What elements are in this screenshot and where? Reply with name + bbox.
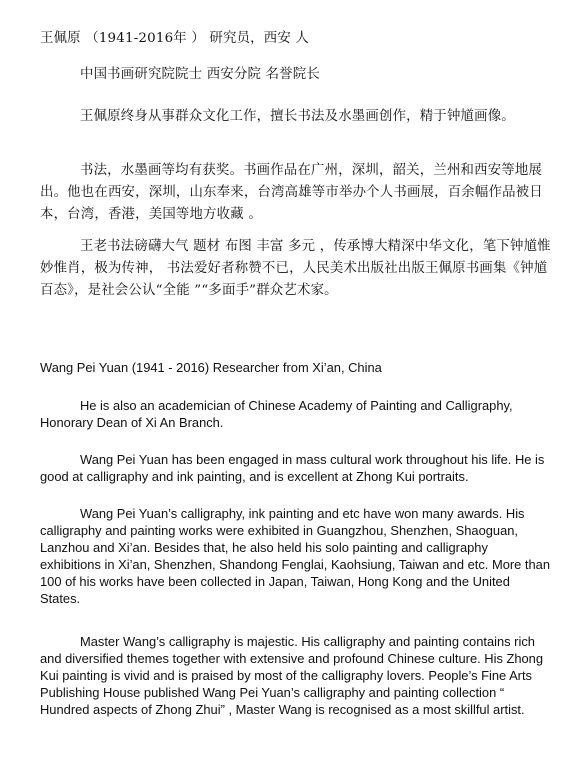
english-paragraph-4: Master Wang’s calligraphy is majestic. His calligraphy and painting contains rich and diversified themes together with extensive and profound Chinese culture. His Zhong Kui painting is vivid and is praised by most of the calligraphy lovers. People’s Fine Arts Publishing House published Wang Pei Yuan’s calligraphy and painting collection “ Hundred aspects of Zhong Zhui” , Master Wang is recognised as a most skillful artist. (40, 634, 544, 717)
chinese-paragraph-3: 王老书法磅礴大气 题材 布图 丰富 多元 ，传承博大精深中华文化，笔下钟馗惟妙惟肖，极为传神， 书法爱好者称赞不已，人民美术出版社出版王佩原书画集《钟馗百态》，是社会公认“全能 ”“多面手”群众艺术家。 (40, 239, 551, 298)
chinese-header: 王佩原 （1941-2016年 ） 研究员，西安 人 (40, 31, 309, 46)
english-header: Wang Pei Yuan (1941 - 2016) Researcher from Xi’an, China (40, 360, 382, 375)
english-paragraph-1: He is also an academician of Chinese Academy of Painting and Calligraphy, Honorary Dean of Xi An Branch. (40, 398, 513, 430)
chinese-title-line: 中国书画研究院院士 西安分院 名誉院长 (80, 67, 320, 82)
chinese-paragraph-2: 书法，水墨画等均有获奖。书画作品在广州，深圳，韶关，兰州和西安等地展出。他也在西安，深圳，山东奉来，台湾高雄等市举办个人书画展，百余幅作品被日本，台湾，香港，美国等地方收藏 。 (40, 163, 543, 222)
english-paragraph-2: Wang Pei Yuan has been engaged in mass cultural work throughout his life. He is good at calligraphy and ink painting, and is excellent at Zhong Kui portraits. (40, 452, 545, 484)
chinese-paragraph-1: 王佩原终身从事群众文化工作，擅长书法及水墨画创作，精于钟馗画像。 (80, 109, 515, 124)
english-paragraph-3: Wang Pei Yuan’s calligraphy, ink painting and etc have won many awards. His calligraphy and painting works were exhibited in Guangzhou, Shenzhen, Shaoguan, Lanzhou and Xi’an. Besides that, he also held his solo painting and calligraphy exhibitions in Xi’an, Shenzhen, Shandong Fenglai, Kaohsiung, Taiwan and etc. More than 100 of his works have been collected in Japan, Taiwan, Hong Kong and the United States. (40, 506, 551, 606)
